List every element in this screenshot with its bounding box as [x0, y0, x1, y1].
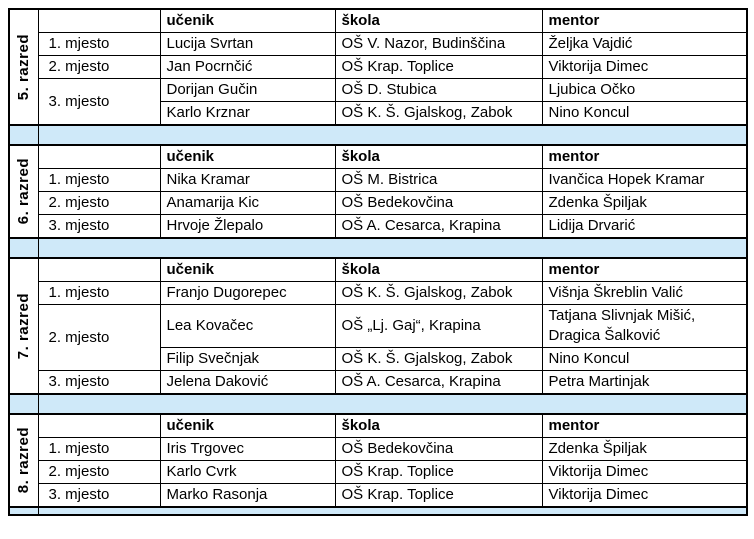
- cell-school: OŠ K. Š. Gjalskog, Zabok: [335, 282, 542, 305]
- cell-place: 3. mjesto: [38, 79, 160, 126]
- results-table-body: [9, 9, 747, 515]
- cell-student: Lea Kovačec: [160, 305, 335, 348]
- grade-label: 8. razred: [15, 427, 33, 494]
- cell-school: OŠ Krap. Toplice: [335, 484, 542, 508]
- separator-row: [9, 238, 747, 258]
- cell-school: OŠ M. Bistrica: [335, 169, 542, 192]
- result-row: [9, 438, 747, 461]
- cell-school: OŠ Krap. Toplice: [335, 56, 542, 79]
- cell-student: Karlo Krznar: [160, 102, 335, 126]
- cell-school: OŠ D. Stubica: [335, 79, 542, 102]
- cell-place: 2. mjesto: [38, 192, 160, 215]
- cell-place: 2. mjesto: [38, 461, 160, 484]
- cell-school: OŠ V. Nazor, Budinščina: [335, 33, 542, 56]
- column-header-place: [38, 414, 160, 438]
- grade-cell: [9, 9, 38, 125]
- column-header-ucenik: učenik: [160, 258, 335, 282]
- cell-school: OŠ K. Š. Gjalskog, Zabok: [335, 102, 542, 126]
- cell-school: OŠ K. Š. Gjalskog, Zabok: [335, 348, 542, 371]
- cell-mentor: Viktorija Dimec: [542, 461, 747, 484]
- section-header-row: [9, 258, 747, 282]
- cell-mentor: Zdenka Špiljak: [542, 192, 747, 215]
- grade-cell: [9, 258, 38, 394]
- cell-place: 1. mjesto: [38, 438, 160, 461]
- cell-place: 1. mjesto: [38, 33, 160, 56]
- cell-mentor: Lidija Drvarić: [542, 215, 747, 239]
- column-header-skola: škola: [335, 258, 542, 282]
- cell-school: OŠ A. Cesarca, Krapina: [335, 371, 542, 395]
- grade-label: 6. razred: [15, 158, 33, 225]
- cell-mentor: Ljubica Očko: [542, 79, 747, 102]
- grade-label: 7. razred: [15, 292, 33, 360]
- column-header-ucenik: učenik: [160, 414, 335, 438]
- cell-place: 1. mjesto: [38, 282, 160, 305]
- cell-school: OŠ A. Cesarca, Krapina: [335, 215, 542, 239]
- cell-place: 3. mjesto: [38, 215, 160, 239]
- grade-cell: [9, 414, 38, 507]
- cell-mentor: Višnja Škreblin Valić: [542, 282, 747, 305]
- section-header-row: [9, 414, 747, 438]
- cell-student: Iris Trgovec: [160, 438, 335, 461]
- cell-place: 3. mjesto: [38, 371, 160, 395]
- column-header-ucenik: učenik: [160, 9, 335, 33]
- column-header-skola: škola: [335, 9, 542, 33]
- column-header-place: [38, 145, 160, 169]
- cell-student: Marko Rasonja: [160, 484, 335, 508]
- column-header-place: [38, 258, 160, 282]
- cell-school: OŠ Krap. Toplice: [335, 461, 542, 484]
- grade-cell: [9, 145, 38, 238]
- grade-label: 5. razred: [15, 33, 33, 101]
- separator-row: [9, 394, 747, 414]
- cell-mentor: Tatjana Slivnjak Mišić, Dragica Šalković: [542, 305, 747, 348]
- column-header-mentor: mentor: [542, 145, 747, 169]
- result-row: [9, 371, 747, 395]
- column-header-mentor: mentor: [542, 9, 747, 33]
- separator-cell: [38, 125, 747, 145]
- result-row: [9, 169, 747, 192]
- column-header-mentor: mentor: [542, 414, 747, 438]
- separator-left-cell: [9, 238, 38, 258]
- cell-mentor: Viktorija Dimec: [542, 484, 747, 508]
- cell-place: 2. mjesto: [38, 56, 160, 79]
- section-header-row: [9, 145, 747, 169]
- cell-school: OŠ Bedekovčina: [335, 192, 542, 215]
- result-row: [9, 305, 747, 348]
- result-row: [9, 79, 747, 102]
- cell-student: Franjo Dugorepec: [160, 282, 335, 305]
- separator-left-cell: [9, 125, 38, 145]
- separator-left-cell: [9, 394, 38, 414]
- result-row: [9, 215, 747, 239]
- cell-mentor: Nino Koncul: [542, 348, 747, 371]
- cell-place: 1. mjesto: [38, 169, 160, 192]
- column-header-mentor: mentor: [542, 258, 747, 282]
- cell-mentor: Nino Koncul: [542, 102, 747, 126]
- cell-student: Lucija Svrtan: [160, 33, 335, 56]
- cell-mentor: Ivančica Hopek Kramar: [542, 169, 747, 192]
- cell-school: OŠ „Lj. Gaj“, Krapina: [335, 305, 542, 348]
- result-row: [9, 484, 747, 508]
- cell-school: OŠ Bedekovčina: [335, 438, 542, 461]
- separator-left-cell: [9, 507, 38, 515]
- column-header-skola: škola: [335, 145, 542, 169]
- result-row: [9, 192, 747, 215]
- separator-row: [9, 507, 747, 515]
- cell-student: Karlo Cvrk: [160, 461, 335, 484]
- cell-student: Anamarija Kic: [160, 192, 335, 215]
- section-header-row: [9, 9, 747, 33]
- separator-cell: [38, 238, 747, 258]
- cell-student: Jelena Daković: [160, 371, 335, 395]
- result-row: [9, 33, 747, 56]
- result-row: [9, 56, 747, 79]
- column-header-skola: škola: [335, 414, 542, 438]
- cell-mentor: Zdenka Špiljak: [542, 438, 747, 461]
- cell-student: Hrvoje Žlepalo: [160, 215, 335, 239]
- cell-place: 3. mjesto: [38, 484, 160, 508]
- result-row: [9, 461, 747, 484]
- separator-row: [9, 125, 747, 145]
- cell-place: 2. mjesto: [38, 305, 160, 371]
- cell-student: Filip Svečnjak: [160, 348, 335, 371]
- column-header-ucenik: učenik: [160, 145, 335, 169]
- cell-student: Jan Pocrnčić: [160, 56, 335, 79]
- cell-mentor: Viktorija Dimec: [542, 56, 747, 79]
- cell-student: Nika Kramar: [160, 169, 335, 192]
- result-row: [9, 282, 747, 305]
- separator-cell: [38, 394, 747, 414]
- cell-mentor: Željka Vajdić: [542, 33, 747, 56]
- cell-student: Dorijan Gučin: [160, 79, 335, 102]
- results-table: [8, 8, 748, 516]
- cell-mentor: Petra Martinjak: [542, 371, 747, 395]
- column-header-place: [38, 9, 160, 33]
- separator-cell: [38, 507, 747, 515]
